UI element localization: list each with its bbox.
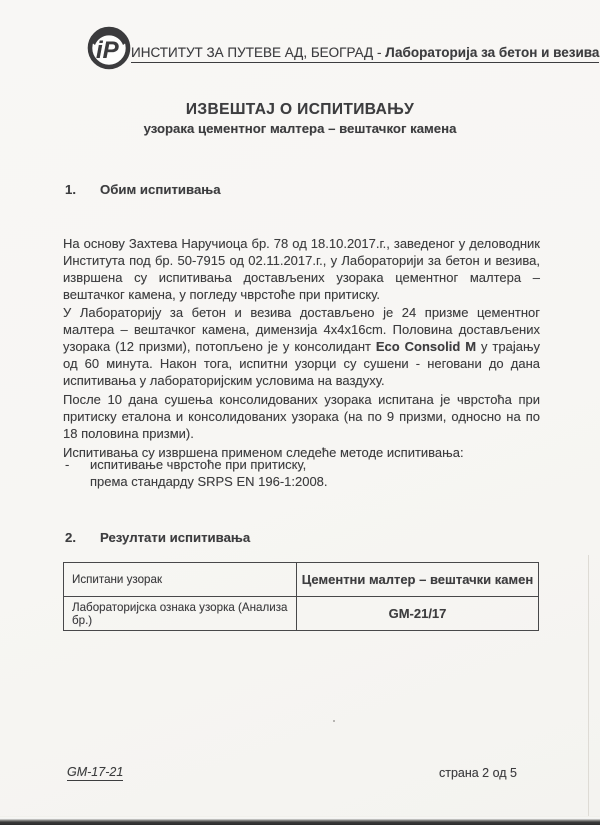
paragraph-methods-intro: Испитивања су извршена применом следеће методе испитивања: — [63, 445, 464, 460]
row-label: Лабораторијска ознака узорка (Анализа бр.) — [64, 597, 297, 631]
scan-line-artifact — [588, 555, 589, 816]
section-2-title: Резултати испитивања — [100, 530, 251, 545]
method-list-item — [65, 456, 525, 490]
org-name: ИНСТИТУТ ЗА ПУТЕВЕ АД, БЕОГРАД - — [131, 45, 386, 60]
section-1-heading — [65, 182, 221, 197]
method-line-1: испитивање чврстоће при притиску, — [90, 457, 307, 472]
bullet-dash: - — [65, 457, 70, 472]
table-row-sample — [64, 563, 539, 597]
report-subtitle: узорака цементног малтера – вештачког камена — [143, 121, 457, 136]
results-table-container — [63, 562, 539, 631]
section-2-heading — [65, 530, 250, 545]
institute-logo-icon — [87, 26, 131, 70]
row-value: GM-21/17 — [297, 597, 539, 631]
report-title: ИЗВЕШТАЈ О ИСПИТИВАЊУ — [185, 101, 415, 118]
footer-page-indicator: страна 2 од 5 — [438, 766, 517, 780]
consolidant-product-name: Eco Consolid M — [375, 339, 477, 354]
paper-speck — [333, 720, 335, 722]
row-label: Испитани узорак — [64, 563, 297, 597]
footer-doc-code: GM-17-21 — [67, 765, 124, 779]
paragraph-samples-description — [63, 304, 540, 389]
paragraph-request-basis: На основу Захтева Наручиоца бр. 78 од 18.10.2017.г., заведеног у деловодник Института под бр. 50-7915 од 02.11.2017.г., у Лабораторији за бетон и везива, извршена су испитивања достављених узорака цементног малтера – вештачког камена, у погледу чврстоће при притиску. — [63, 236, 540, 302]
section-1-number: 1. — [65, 182, 76, 197]
p2-text-before: У Лабораторију за бетон и везива достављено је 24 призме цементног малтера – вештачког камена, димензија 4x4x16cm. Половина достављених узорака (12 призми), потопљено је у консолидант — [63, 305, 540, 354]
section-1-title: Обим испитивања — [100, 182, 221, 197]
org-lab-name: Лабораторија за бетон и везива — [385, 45, 600, 60]
section-2-number: 2. — [65, 530, 76, 545]
table-row-lab-mark — [64, 597, 539, 631]
scanner-edge-artifact — [0, 816, 600, 825]
logo-letters: iP — [96, 37, 119, 64]
results-table — [63, 562, 539, 631]
row-value: Цементни малтер – вештачки камен — [297, 563, 539, 597]
paragraph-testing-after-drying: После 10 дана сушења консолидованих узорака испитана је чврстоћа при притиску еталона и консолидованих узорака (на по 9 призми, односно на по 18 половина призми). — [63, 392, 540, 441]
method-line-2: према стандарду SRPS EN 196-1:2008. — [90, 474, 328, 489]
letterhead-org-line — [131, 45, 599, 63]
p2-text-after: у трајању од 60 минута. Након тога, испитни узорци су сушени - неговани до дана испитивања у лабораторијским условима на ваздуху. — [63, 339, 541, 388]
